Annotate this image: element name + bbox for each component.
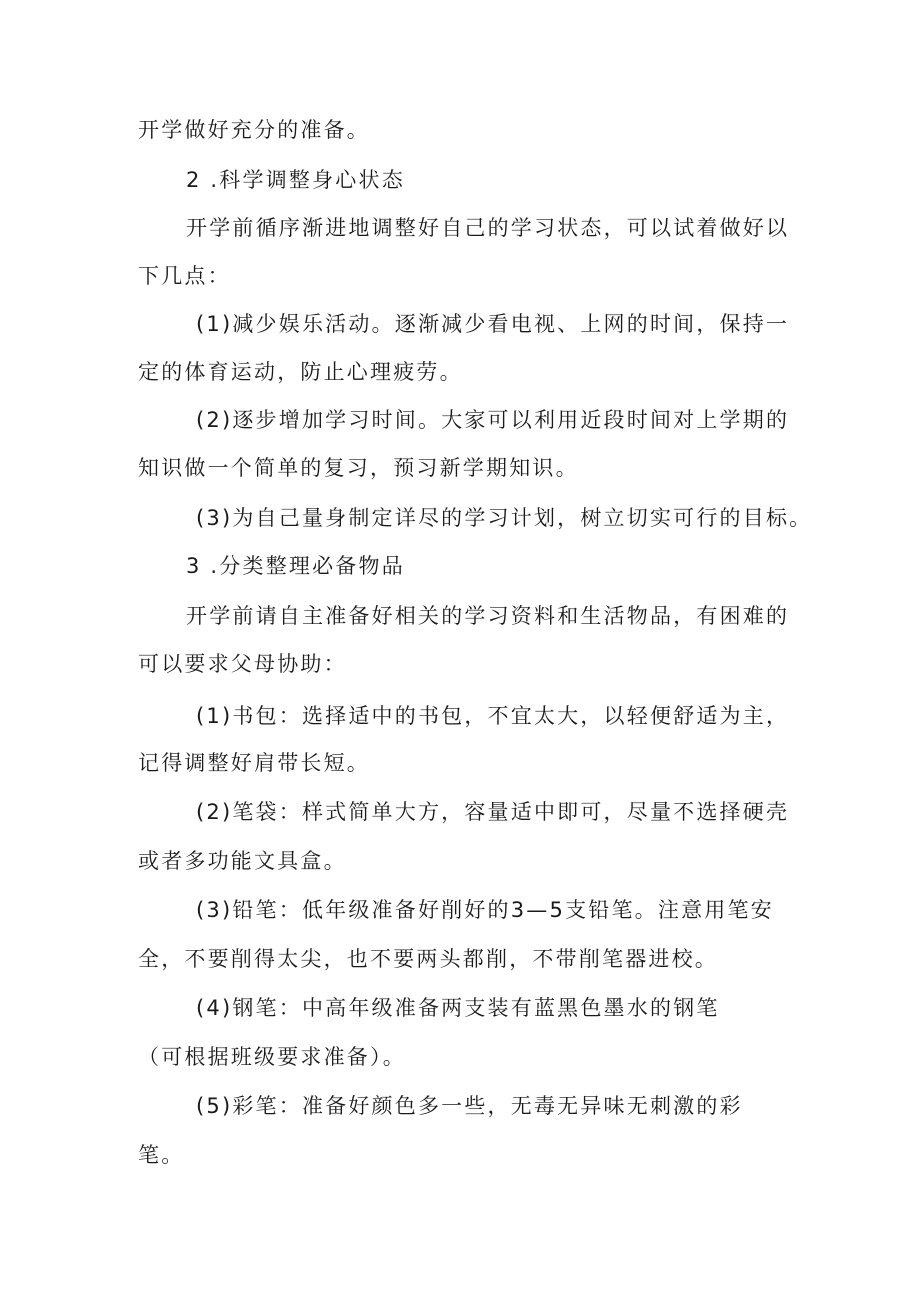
list-item: (3)铅笔：低年级准备好削好的3—5支铅笔。注意用笔安 — [196, 898, 774, 922]
text-line: （可根据班级要求准备）。 — [138, 1045, 406, 1069]
text-line: 下几点： — [138, 264, 231, 288]
list-item: (5)彩笔：准备好颜色多一些，无毒无异味无刺激的彩 — [196, 1094, 743, 1118]
list-item: (3)为自己量身制定详尽的学习计划，树立切实可行的目标。 — [196, 506, 813, 530]
list-item: (2)逐步增加学习时间。大家可以利用近段时间对上学期的 — [196, 408, 790, 432]
text-line: 笔。 — [138, 1143, 185, 1167]
section-heading: 3 .分类整理必备物品 — [186, 554, 405, 578]
list-item: (4)钢笔：中高年级准备两支装有蓝黑色墨水的钢笔 — [196, 996, 720, 1020]
list-item: (2)笔袋：样式简单大方，容量适中即可，尽量不选择硬壳 — [196, 800, 790, 824]
text-line: 开学前请自主准备好相关的学习资料和生活物品，有困难的 — [186, 604, 790, 628]
text-line: 知识做一个简单的复习，预习新学期知识。 — [138, 456, 579, 480]
text-line: 开学做好充分的准备。 — [138, 118, 370, 142]
text-line: 可以要求父母协助： — [138, 652, 347, 676]
text-line: 或者多功能文具盒。 — [138, 849, 347, 873]
list-item: (1)减少娱乐活动。逐渐减少看电视、上网的时间，保持一 — [196, 312, 790, 336]
text-line: 记得调整好肩带长短。 — [138, 751, 370, 775]
text-line: 全，不要削得太尖，也不要两头都削，不带削笔器进校。 — [138, 947, 718, 971]
text-line: 开学前循序渐进地调整好自己的学习状态，可以试着做好以 — [186, 216, 790, 240]
list-item: (1)书包：选择适中的书包，不宜太大，以轻便舒适为主， — [196, 704, 790, 728]
text-line: 定的体育运动，防止心理疲劳。 — [138, 360, 463, 384]
section-heading: 2 .科学调整身心状态 — [186, 168, 405, 192]
